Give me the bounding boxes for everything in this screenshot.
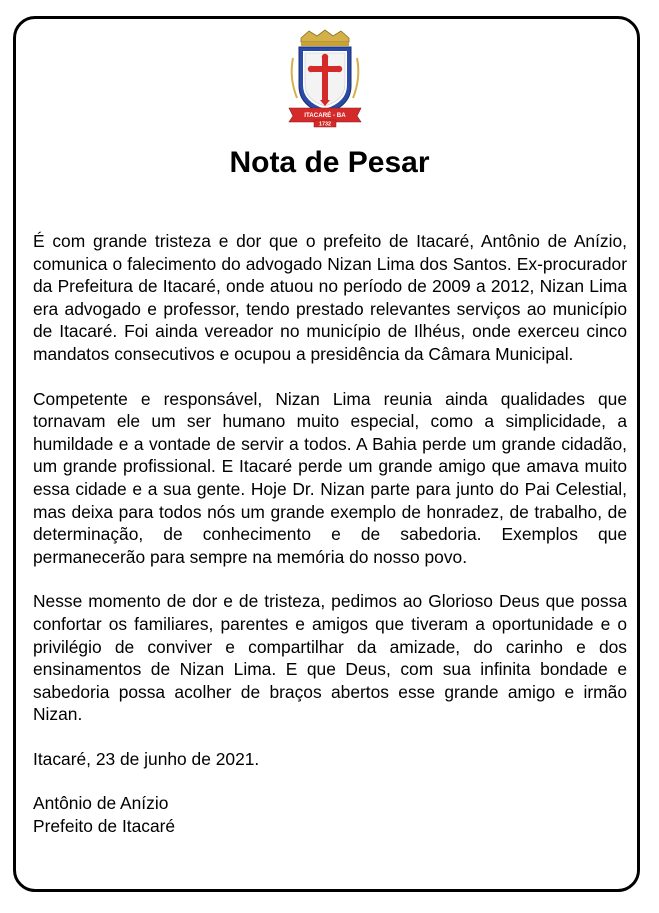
page-title: Nota de Pesar bbox=[229, 146, 430, 179]
signature-name: Antônio de Anízio bbox=[33, 793, 169, 814]
signature-role: Prefeito de Itacaré bbox=[33, 816, 176, 837]
paragraph-announcement: É com grande tristeza e dor que o prefeito de Itacaré, Antônio de Anízio, comunica o falecimento do advogado Nizan Lima dos Santos. Ex-procurador da Prefeitura de Itacaré, onde atuou no período de 2009 a 2012, Nizan Lima era advogado e professor, tendo prestado relevantes serviços ao município de Itacaré. Foi ainda vereador no município de Ilhéus, onde exerceu cinco mandatos consecutivos e ocupou a presidência da Câmara Municipal. bbox=[33, 231, 627, 364]
crest-year-text: 1732 bbox=[319, 121, 331, 128]
paragraph-tribute: Competente e responsável, Nizan Lima reunia ainda qualidades que tornavam ele um ser humano muito especial, como a simplicidade, a humildade e a vontade de servir a todos. A Bahia perde um grande cidadão, um grande profissional. E Itacaré perde um grande amigo que amava muito essa cidade e a sua gente. Hoje Dr. Nizan parte para junto do Pai Celestial, mas deixa para todos nós um grande exemplo de honradez, de trabalho, de determinação, de conhecimento e de sabedoria. Exemplos que permanecerão para sempre na memória do nosso povo. bbox=[33, 388, 627, 567]
signature-block bbox=[33, 792, 627, 837]
date-line: Itacaré, 23 de junho de 2021. bbox=[33, 748, 260, 769]
paragraph-prayer: Nesse momento de dor e de tristeza, pedimos ao Glorioso Deus que possa confortar os familiares, parentes e amigos que tiveram a oportunidade e o privilégio de conviver e compartilhar da amizade, do carinho e dos ensinamentos de Nizan Lima. E que Deus, com sua infinita bondade e sabedoria possa acolher de braços abertos esse grande amigo e irmão Nizan. bbox=[33, 591, 627, 725]
itacare-crest-logo bbox=[287, 28, 363, 128]
crest-banner-text: ITACARÉ - BA bbox=[304, 111, 346, 119]
document-body bbox=[33, 230, 627, 838]
